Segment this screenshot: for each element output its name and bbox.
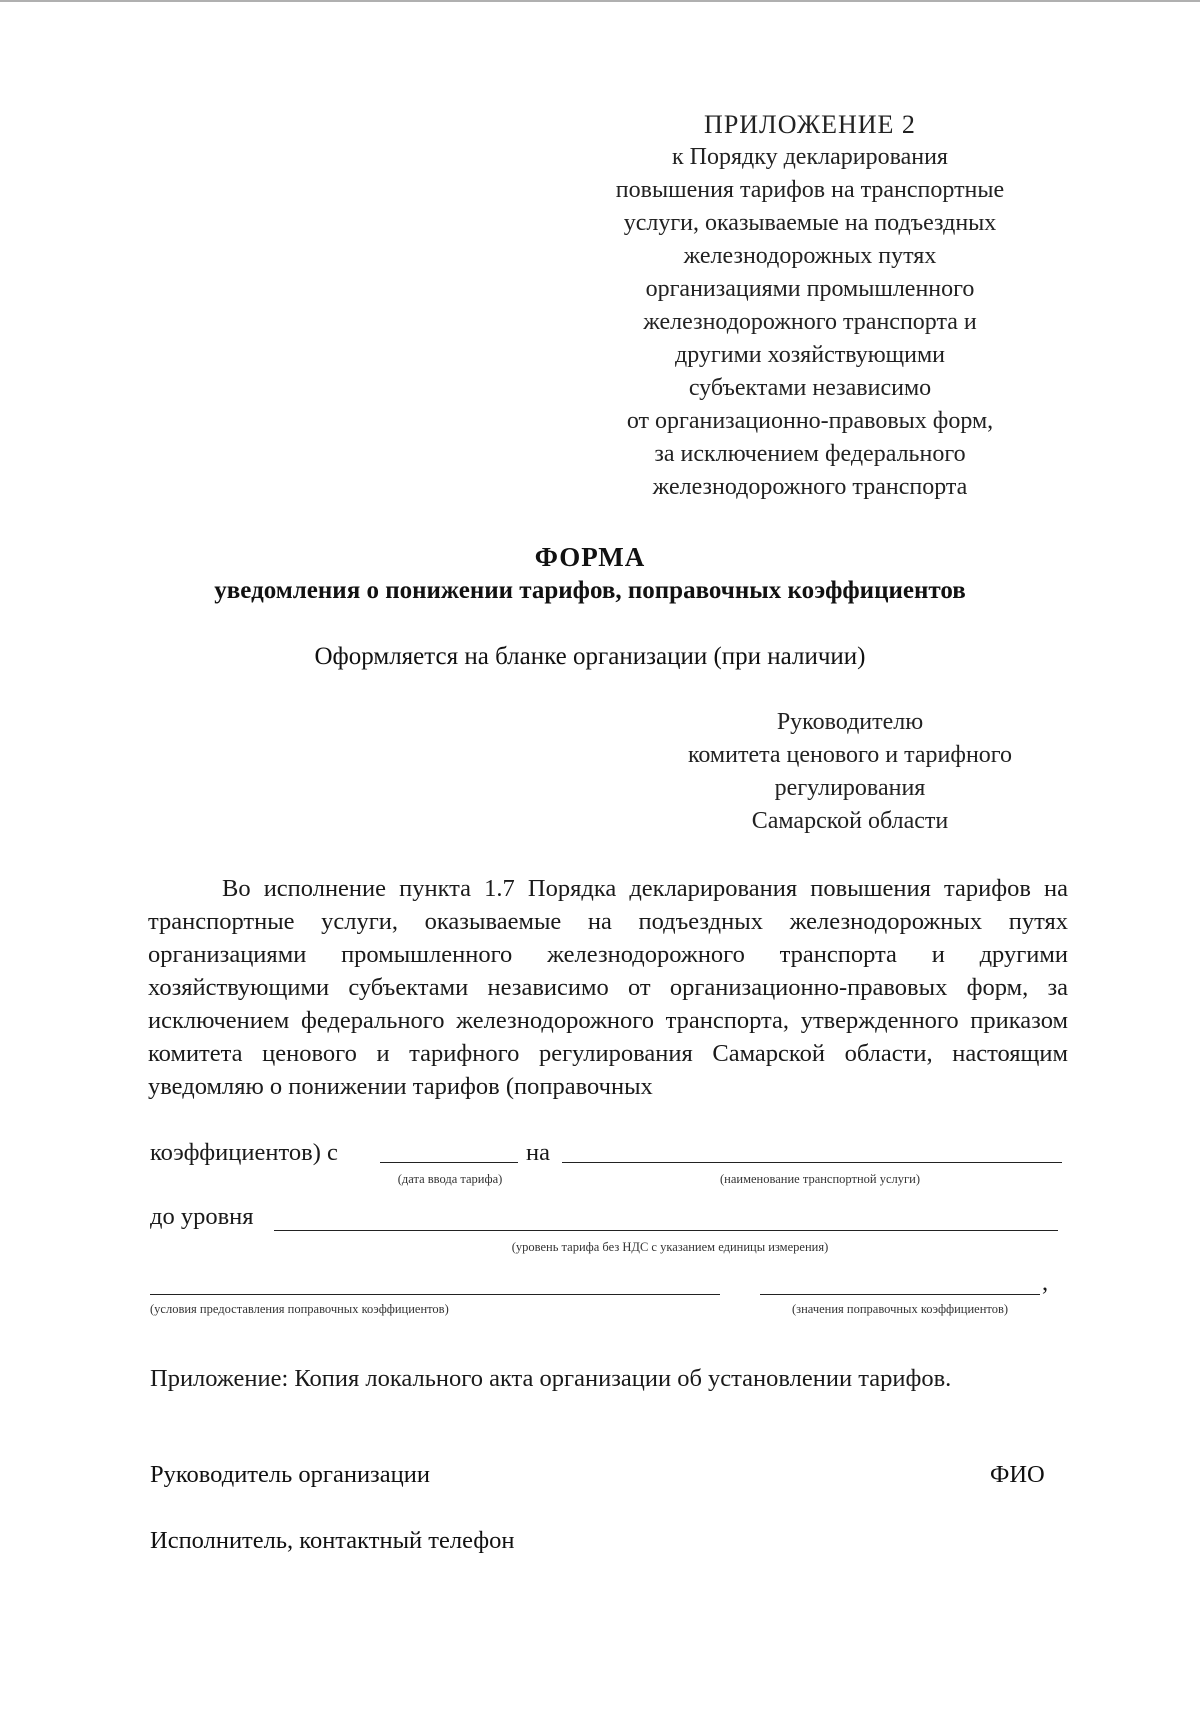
form-title-line1: ФОРМА bbox=[534, 542, 646, 572]
appendix-line: организациями промышленного bbox=[645, 276, 975, 302]
date-input-line[interactable] bbox=[380, 1162, 518, 1163]
form-title bbox=[150, 540, 1030, 608]
body-paragraph: Во исполнение пункта 1.7 Порядка декларирования повышения тарифов на транспортные услуги, оказываемые на подъездных железнодорожных путях организациями промышленного железнодорожного транспорта и другими хозяйствующими субъектами независимо от организационно-правовых форм, за исключением федерального железнодорожного транспорта, утвержденного приказом комитета ценового и тарифного регулирования Самарской области, настоящим уведомляю о понижении тарифов (поправочных bbox=[148, 875, 1068, 1100]
appendix-header bbox=[560, 108, 1060, 504]
service-name-input-line[interactable] bbox=[562, 1162, 1062, 1163]
caption-level: (уровень тарифа без НДС с указанием единицы измерения) bbox=[511, 1240, 829, 1254]
full-name-label: ФИО bbox=[990, 1461, 1045, 1488]
tariff-level-input-line[interactable] bbox=[274, 1230, 1058, 1231]
trailing-comma: , bbox=[1042, 1269, 1049, 1296]
appendix-line: к Порядку декларирования bbox=[672, 144, 948, 170]
appendix-line: другими хозяйствующими bbox=[675, 342, 945, 368]
appendix-line: субъектами независимо bbox=[688, 375, 932, 401]
appendix-line: железнодорожного транспорта и bbox=[643, 309, 977, 335]
appendix-line: за исключением федерального bbox=[654, 441, 966, 467]
word-on: на bbox=[526, 1139, 550, 1166]
appendix-line: услуги, оказываемые на подъездных bbox=[623, 210, 997, 236]
caption-conditions: (условия предоставления поправочных коэффициентов) bbox=[150, 1302, 449, 1316]
form-title-line2: уведомления о понижении тарифов, поправочных коэффициентов bbox=[214, 577, 966, 604]
level-label: до уровня bbox=[150, 1203, 254, 1230]
conditions-input-line[interactable] bbox=[150, 1294, 720, 1295]
addressee-line: Руководителю bbox=[776, 709, 924, 735]
head-of-organization-label: Руководитель организации bbox=[150, 1461, 430, 1488]
values-input-line[interactable] bbox=[760, 1294, 1040, 1295]
letterhead-note: Оформляется на бланке организации (при наличии) bbox=[314, 643, 866, 670]
addressee-line: Самарской области bbox=[751, 808, 949, 834]
addressee-line: комитета ценового и тарифного bbox=[687, 742, 1013, 768]
appendix-heading: ПРИЛОЖЕНИЕ 2 bbox=[704, 110, 916, 139]
caption-date: (дата ввода тарифа) bbox=[397, 1172, 503, 1186]
coefficients-prefix: коэффициентов) с bbox=[150, 1139, 338, 1166]
addressee-block bbox=[640, 706, 1060, 838]
appendix-line: железнодорожных путях bbox=[683, 243, 937, 269]
appendix-line: от организационно-правовых форм, bbox=[626, 408, 994, 434]
attachment-note: Приложение: Копия локального акта организации об установлении тарифов. bbox=[150, 1365, 952, 1392]
caption-values: (значения поправочных коэффициентов) bbox=[791, 1302, 1009, 1316]
caption-service: (наименование транспортной услуги) bbox=[720, 1172, 920, 1186]
page-top-border bbox=[0, 0, 1200, 2]
appendix-line: повышения тарифов на транспортные bbox=[615, 177, 1005, 203]
addressee-line: регулирования bbox=[774, 775, 926, 801]
executor-phone-label: Исполнитель, контактный телефон bbox=[150, 1527, 515, 1554]
appendix-line: железнодорожного транспорта bbox=[652, 474, 968, 500]
